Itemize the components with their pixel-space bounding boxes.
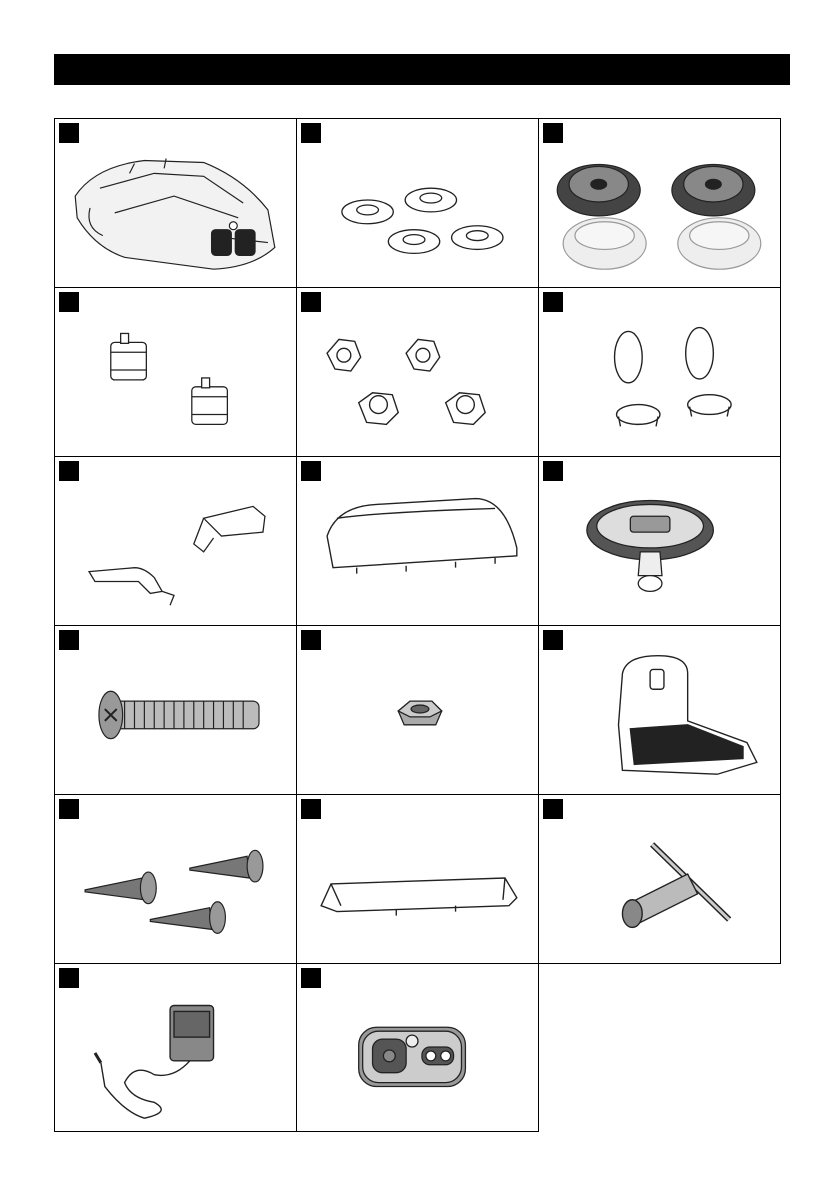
part-cell-charger (54, 963, 297, 1132)
part-cell-lock-nuts (296, 287, 539, 457)
part-cell-wheels (538, 118, 781, 288)
part-cell-car-body (54, 118, 297, 288)
section-header-bar (54, 54, 790, 85)
part-cell-windshield (296, 456, 539, 626)
screw-icon (55, 795, 296, 963)
hex-nut-icon (297, 626, 538, 794)
windshield-icon (297, 457, 538, 625)
lock-nut-icon (297, 288, 538, 456)
wrench-icon (539, 795, 780, 963)
part-cell-steering-wheel (538, 456, 781, 626)
part-cell-hub-rings (538, 287, 781, 457)
part-cell-bolt (54, 625, 297, 795)
part-cell-remote-control (296, 963, 539, 1132)
part-cell-wrench (538, 794, 781, 964)
part-cell-side-mirrors (54, 456, 297, 626)
part-cell-washers (296, 118, 539, 288)
part-cell-screws (54, 794, 297, 964)
washer-icon (297, 119, 538, 287)
side-mirror-icon (55, 457, 296, 625)
charger-icon (55, 964, 296, 1131)
part-cell-rear-spoiler (296, 794, 539, 964)
axle-bushing-icon (55, 288, 296, 456)
rear-spoiler-icon (297, 795, 538, 963)
steering-wheel-icon (539, 457, 780, 625)
part-cell-axle-bushings (54, 287, 297, 457)
bolt-icon (55, 626, 296, 794)
car-body-icon (55, 119, 296, 287)
hub-cap-ring-icon (539, 288, 780, 456)
parts-grid (54, 118, 781, 1132)
part-cell-hex-nut (296, 625, 539, 795)
seat-icon (539, 626, 780, 794)
part-cell-seat (538, 625, 781, 795)
remote-control-icon (297, 964, 538, 1131)
wheel-icon (539, 119, 780, 287)
